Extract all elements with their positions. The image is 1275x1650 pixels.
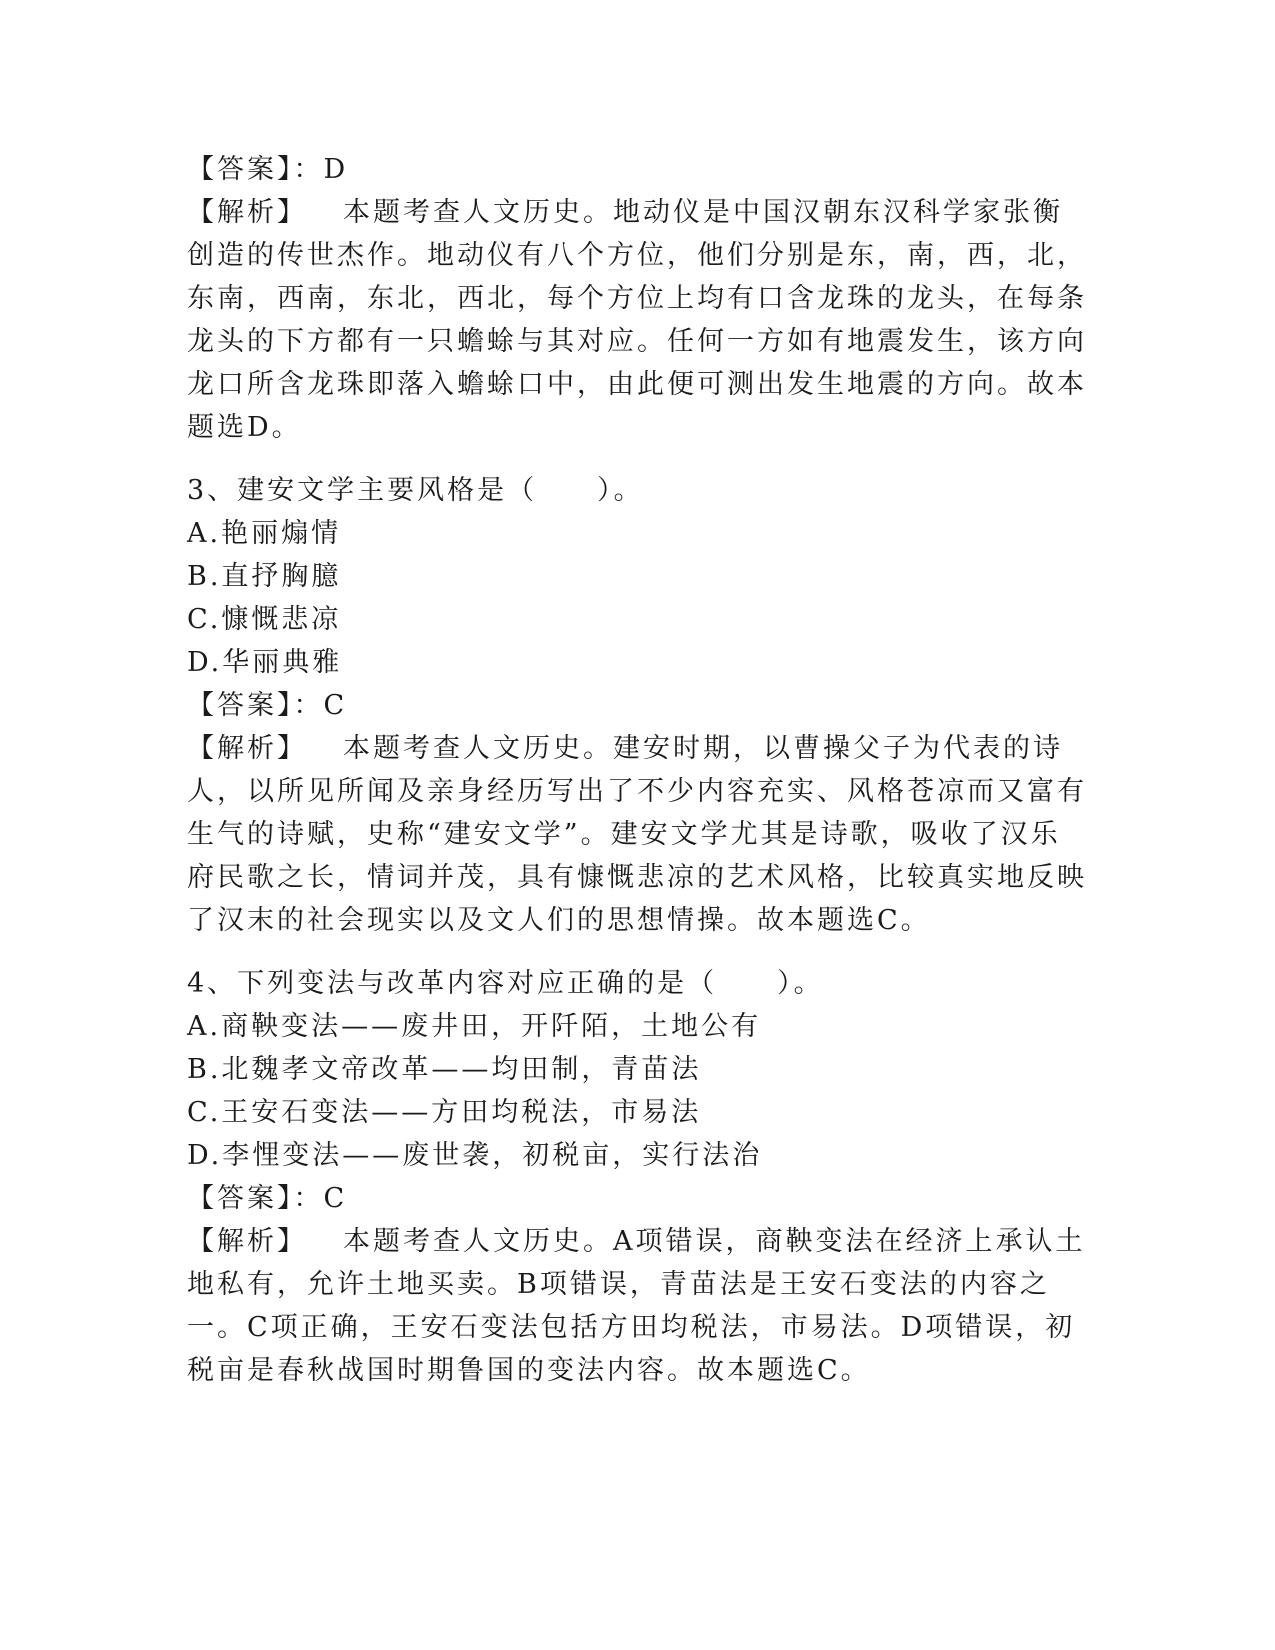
q3-analysis [187,727,1087,942]
q4-option-b: B.北魏孝文帝改革——均田制，青苗法 [187,1054,702,1085]
section-gap [187,449,1087,469]
q3-option-c: C.慷慨悲凉 [187,604,342,635]
q4-option-d: D.李悝变法——废世袭，初税亩，实行法治 [187,1140,763,1171]
q3-answer: 【答案】：C [187,690,348,721]
q4-option-a: A.商鞅变法——废井田，开阡陌，土地公有 [187,1011,762,1042]
q4-analysis-label: 【解析】 [187,1226,307,1257]
q3-question: 3、建安文学主要风格是（ ）。 [187,475,644,506]
q3-option-a: A.艳丽煽情 [187,518,342,549]
q3-analysis-text: 本题考查人文历史。建安时期，以曹操父子为代表的诗人，以所见所闻及亲身经历写出了不少内容充实、风格苍凉而又富有生气的诗赋，史称“建安文学”。建安文学尤其是诗歌，吸收了汉乐府民歌之长，情词并茂，具有慷慨悲凉的艺术风格，比较真实地反映了汉末的社会现实以及文人们的思想情操。故本题选C。 [187,733,1087,936]
q4-analysis-text: 本题考查人文历史。A项错误，商鞅变法在经济上承认土地私有，允许土地买卖。B项错误，青苗法是王安石变法的内容之一。C项正确，王安石变法包括方田均税法，市易法。D项错误，初税亩是春秋战国时期鲁国的变法内容。故本题选C。 [187,1226,1086,1386]
document-content [187,148,1087,1392]
q4-analysis [187,1220,1087,1392]
section-gap [187,942,1087,962]
q2-answer: 【答案】：D [187,154,349,185]
q2-analysis-text: 本题考查人文历史。地动仪是中国汉朝东汉科学家张衡创造的传世杰作。地动仪有八个方位，他们分别是东，南，西，北，东南，西南，东北，西北，每个方位上均有口含龙珠的龙头，在每条龙头的下方都有一只蟾蜍与其对应。任何一方如有地震发生，该方向龙口所含龙珠即落入蟾蜍口中，由此便可测出发生地震的方向。故本题选D。 [187,197,1087,443]
q3-analysis-label: 【解析】 [187,733,307,764]
q4-option-c: C.王安石变法——方田均税法，市易法 [187,1097,702,1128]
q2-analysis [187,191,1087,449]
q4-answer: 【答案】：C [187,1183,348,1214]
q3-option-d: D.华丽典雅 [187,647,343,678]
q2-analysis-label: 【解析】 [187,197,307,228]
q3-option-b: B.直抒胸臆 [187,561,342,592]
q4-question: 4、下列变法与改革内容对应正确的是（ ）。 [187,968,824,999]
